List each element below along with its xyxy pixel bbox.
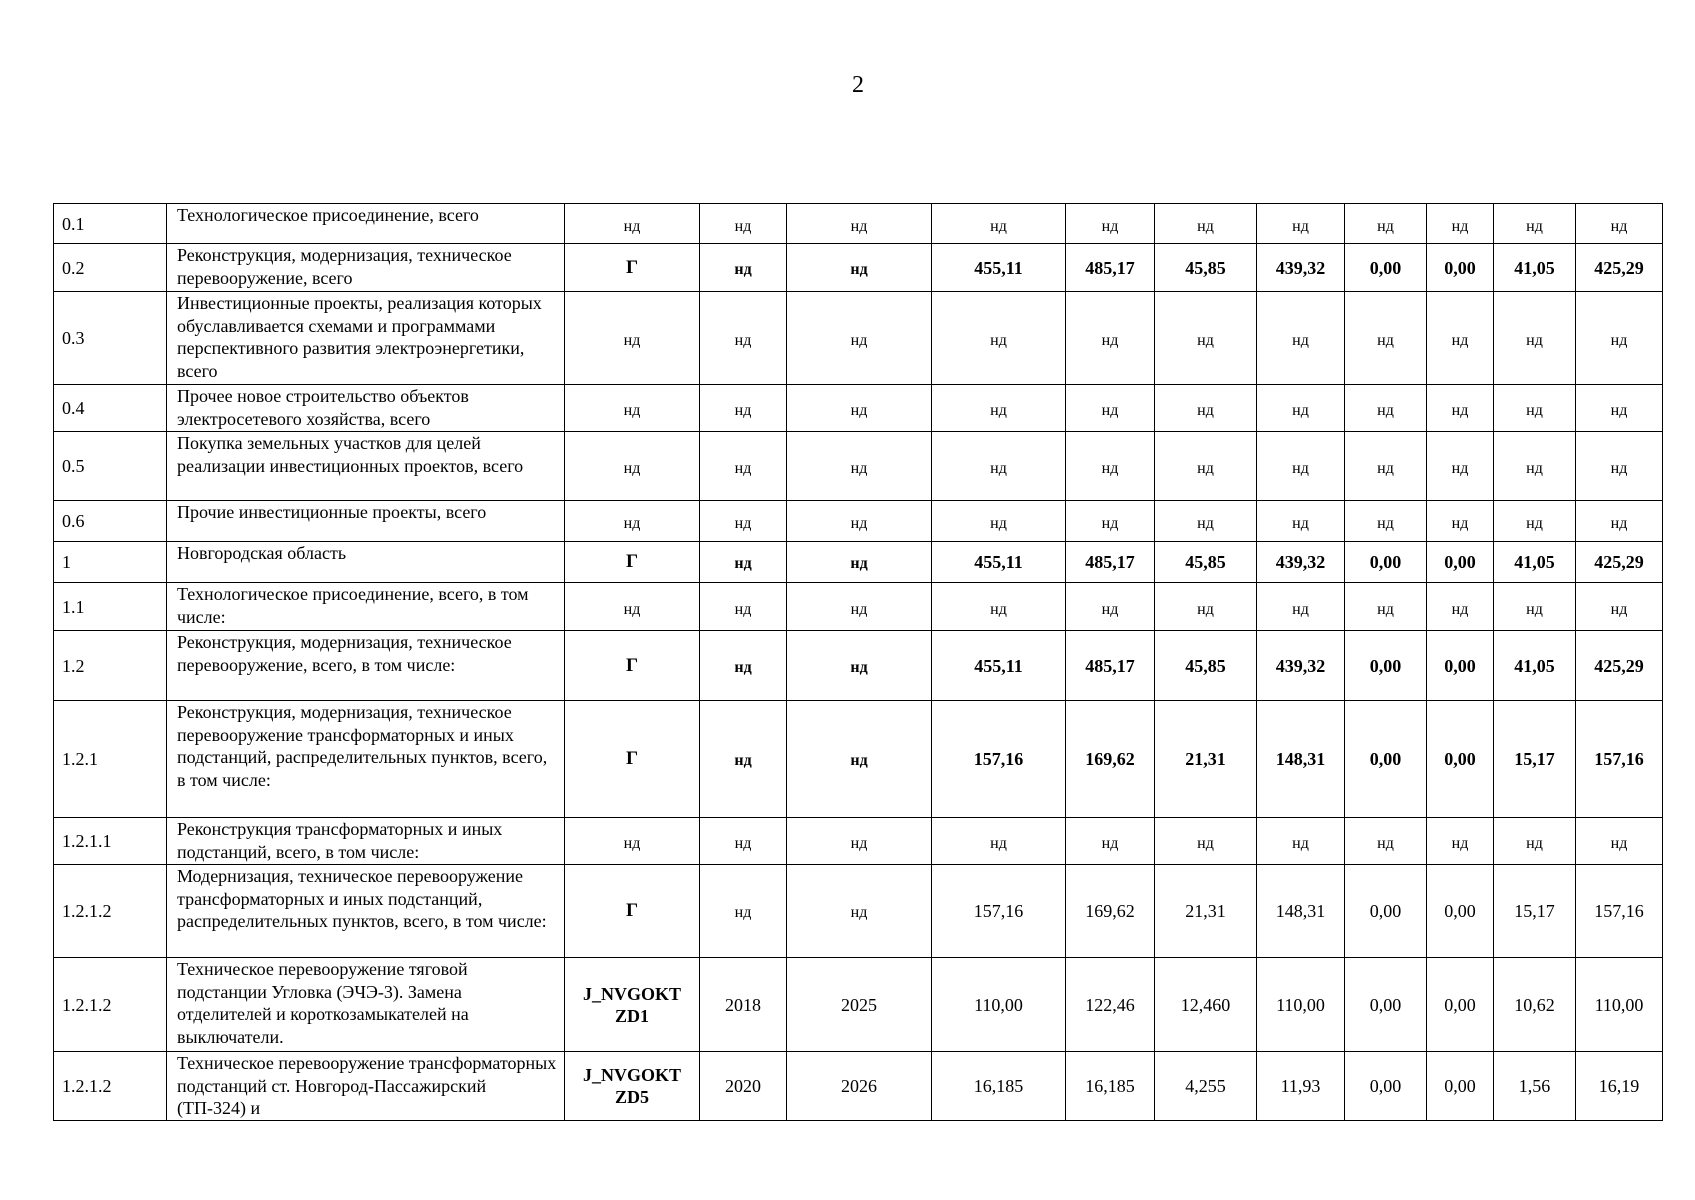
row-identifier: нд: [565, 292, 700, 385]
row-value: 148,31: [1257, 701, 1345, 818]
row-identifier: Г: [565, 244, 700, 292]
row-value: 10,62: [1494, 958, 1576, 1052]
row-value: нд: [1257, 432, 1345, 501]
row-value: нд: [1155, 501, 1257, 542]
row-value: 439,32: [1257, 542, 1345, 583]
row-value: 425,29: [1576, 631, 1663, 701]
row-value: нд: [1345, 432, 1427, 501]
row-name: Техническое перевооружение трансформаторных подстанций ст. Новгород-Пассажирский (ТП-324) и: [167, 1052, 565, 1121]
row-code: 0.6: [54, 501, 167, 542]
row-value: нд: [1427, 818, 1494, 865]
row-value: нд: [1257, 204, 1345, 244]
row-value: нд: [700, 385, 787, 432]
table-row: [54, 583, 1663, 631]
table-row: [54, 631, 1663, 701]
row-value: 157,16: [932, 865, 1066, 958]
row-code: 1.2.1: [54, 701, 167, 818]
row-value: нд: [787, 292, 932, 385]
row-value: 157,16: [932, 701, 1066, 818]
identifier-line: J_NVGOKT: [582, 983, 681, 1004]
row-identifier: нд: [565, 204, 700, 244]
row-value: 0,00: [1427, 542, 1494, 583]
row-value: нд: [700, 865, 787, 958]
row-value: 45,85: [1155, 631, 1257, 701]
row-value: 21,31: [1155, 701, 1257, 818]
row-value: 455,11: [932, 542, 1066, 583]
row-value: нд: [787, 631, 932, 701]
row-name: Покупка земельных участков для целей реализации инвестиционных проектов, всего: [167, 432, 565, 501]
row-value: нд: [1427, 501, 1494, 542]
page-number: 2: [852, 72, 864, 98]
row-value: нд: [1576, 818, 1663, 865]
row-value: 41,05: [1494, 244, 1576, 292]
row-value: нд: [787, 204, 932, 244]
row-value: нд: [1427, 204, 1494, 244]
row-value: 455,11: [932, 244, 1066, 292]
row-value: 110,00: [1576, 958, 1663, 1052]
row-value: нд: [1345, 204, 1427, 244]
row-value: нд: [1494, 818, 1576, 865]
row-code: 0.5: [54, 432, 167, 501]
row-value: 21,31: [1155, 865, 1257, 958]
row-value: 16,185: [932, 1052, 1066, 1121]
row-code: 0.2: [54, 244, 167, 292]
row-name: Инвестиционные проекты, реализация которых обуславливается схемами и программами перспективного развития электроэнергетики, всего: [167, 292, 565, 385]
table-row: [54, 542, 1663, 583]
row-value: нд: [700, 432, 787, 501]
row-value: нд: [700, 292, 787, 385]
row-name: Прочие инвестиционные проекты, всего: [167, 501, 565, 542]
row-value: нд: [1066, 204, 1155, 244]
row-value: 157,16: [1576, 865, 1663, 958]
row-value: нд: [700, 501, 787, 542]
row-value: 0,00: [1345, 244, 1427, 292]
row-identifier: нд: [565, 818, 700, 865]
row-value: нд: [787, 865, 932, 958]
row-code: 1: [54, 542, 167, 583]
row-value: нд: [1155, 292, 1257, 385]
row-value: 485,17: [1066, 244, 1155, 292]
row-identifier: Г: [565, 542, 700, 583]
investment-program-table: [53, 203, 1663, 1121]
table-row: [54, 1052, 1663, 1121]
row-value: 0,00: [1345, 1052, 1427, 1121]
row-value: нд: [787, 244, 932, 292]
row-value: нд: [1257, 385, 1345, 432]
row-value: нд: [1345, 292, 1427, 385]
row-value: нд: [1155, 583, 1257, 631]
row-value: 0,00: [1427, 701, 1494, 818]
row-value: 1,56: [1494, 1052, 1576, 1121]
row-code: 1.2: [54, 631, 167, 701]
row-identifier: нд: [565, 385, 700, 432]
row-code: 1.1: [54, 583, 167, 631]
table-row: [54, 865, 1663, 958]
table-row: [54, 818, 1663, 865]
row-value: нд: [700, 701, 787, 818]
row-value: нд: [1427, 583, 1494, 631]
row-value: 439,32: [1257, 631, 1345, 701]
row-value: 2025: [787, 958, 932, 1052]
row-identifier: нд: [565, 583, 700, 631]
row-value: нд: [1576, 432, 1663, 501]
row-value: 110,00: [1257, 958, 1345, 1052]
row-value: нд: [1257, 501, 1345, 542]
row-value: нд: [1066, 292, 1155, 385]
row-value: 2018: [700, 958, 787, 1052]
row-value: нд: [1257, 818, 1345, 865]
row-value: 45,85: [1155, 542, 1257, 583]
row-value: 0,00: [1345, 865, 1427, 958]
row-value: 157,16: [1576, 701, 1663, 818]
row-value: 122,46: [1066, 958, 1155, 1052]
row-value: 45,85: [1155, 244, 1257, 292]
row-name: Новгородская область: [167, 542, 565, 583]
row-name: Реконструкция, модернизация, техническое перевооружение, всего: [167, 244, 565, 292]
row-value: 0,00: [1427, 1052, 1494, 1121]
table-row: [54, 244, 1663, 292]
table-row: [54, 204, 1663, 244]
row-name: Реконструкция, модернизация, техническое перевооружение трансформаторных и иных подстанций, распределительных пунктов, всего, в том числе:: [167, 701, 565, 818]
row-name: Прочее новое строительство объектов электросетевого хозяйства, всего: [167, 385, 565, 432]
row-value: нд: [700, 818, 787, 865]
row-value: 0,00: [1345, 958, 1427, 1052]
row-value: 485,17: [1066, 542, 1155, 583]
row-identifier: Г: [565, 631, 700, 701]
row-value: нд: [1155, 204, 1257, 244]
row-value: 0,00: [1427, 631, 1494, 701]
row-value: нд: [1066, 385, 1155, 432]
row-value: нд: [1427, 292, 1494, 385]
identifier-line: ZD1: [614, 1005, 649, 1026]
row-value: 439,32: [1257, 244, 1345, 292]
row-value: нд: [1576, 501, 1663, 542]
row-value: 455,11: [932, 631, 1066, 701]
row-value: нд: [787, 701, 932, 818]
row-value: нд: [932, 818, 1066, 865]
row-name: Реконструкция трансформаторных и иных подстанций, всего, в том числе:: [167, 818, 565, 865]
row-code: 1.2.1.2: [54, 865, 167, 958]
row-value: 169,62: [1066, 701, 1155, 818]
row-value: нд: [787, 818, 932, 865]
row-value: нд: [1066, 501, 1155, 542]
row-value: нд: [932, 292, 1066, 385]
identifier-line: J_NVGOKT: [582, 1064, 681, 1085]
row-value: нд: [1257, 583, 1345, 631]
row-value: 0,00: [1345, 701, 1427, 818]
row-value: 148,31: [1257, 865, 1345, 958]
row-identifier: [565, 958, 700, 1052]
row-name: Технологическое присоединение, всего: [167, 204, 565, 244]
row-value: нд: [700, 204, 787, 244]
row-value: нд: [1427, 385, 1494, 432]
row-value: нд: [1576, 385, 1663, 432]
row-value: нд: [1576, 583, 1663, 631]
row-value: 16,19: [1576, 1052, 1663, 1121]
row-value: нд: [1345, 385, 1427, 432]
table-body: [54, 204, 1663, 1121]
row-value: нд: [1155, 432, 1257, 501]
row-identifier: [565, 1052, 700, 1121]
row-value: нд: [1066, 818, 1155, 865]
row-value: 12,460: [1155, 958, 1257, 1052]
row-value: нд: [787, 432, 932, 501]
row-value: 4,255: [1155, 1052, 1257, 1121]
row-value: нд: [932, 432, 1066, 501]
row-value: 11,93: [1257, 1052, 1345, 1121]
row-name: Модернизация, техническое перевооружение трансформаторных и иных подстанций, распределительных пунктов, всего, в том числе:: [167, 865, 565, 958]
row-value: 0,00: [1427, 958, 1494, 1052]
row-identifier: Г: [565, 701, 700, 818]
row-value: нд: [1494, 204, 1576, 244]
row-value: 110,00: [932, 958, 1066, 1052]
row-value: нд: [700, 542, 787, 583]
row-value: 169,62: [1066, 865, 1155, 958]
table-row: [54, 292, 1663, 385]
row-value: нд: [1345, 583, 1427, 631]
row-code: 0.3: [54, 292, 167, 385]
row-value: нд: [700, 244, 787, 292]
row-value: нд: [1066, 432, 1155, 501]
row-value: нд: [1494, 292, 1576, 385]
table-row: [54, 385, 1663, 432]
row-value: 0,00: [1345, 631, 1427, 701]
row-value: 425,29: [1576, 542, 1663, 583]
row-value: 16,185: [1066, 1052, 1155, 1121]
row-value: нд: [787, 542, 932, 583]
row-value: 15,17: [1494, 701, 1576, 818]
table-row: [54, 958, 1663, 1052]
row-value: нд: [1345, 818, 1427, 865]
row-value: нд: [932, 385, 1066, 432]
row-value: 0,00: [1427, 865, 1494, 958]
row-value: нд: [1257, 292, 1345, 385]
table-row: [54, 432, 1663, 501]
identifier-line: ZD5: [614, 1086, 649, 1107]
row-value: нд: [1494, 501, 1576, 542]
row-value: 0,00: [1427, 244, 1494, 292]
row-value: 425,29: [1576, 244, 1663, 292]
row-value: нд: [1427, 432, 1494, 501]
row-value: нд: [932, 583, 1066, 631]
row-value: 485,17: [1066, 631, 1155, 701]
row-name: Техническое перевооружение тяговой подстанции Угловка (ЭЧЭ-3). Замена отделителей и короткозамыкателей на выключатели.: [167, 958, 565, 1052]
row-value: нд: [932, 501, 1066, 542]
row-identifier: нд: [565, 501, 700, 542]
table-row: [54, 701, 1663, 818]
row-value: нд: [1494, 432, 1576, 501]
row-value: 2020: [700, 1052, 787, 1121]
row-name: Технологическое присоединение, всего, в том числе:: [167, 583, 565, 631]
row-value: нд: [1066, 583, 1155, 631]
row-value: нд: [1576, 292, 1663, 385]
row-code: 1.2.1.2: [54, 1052, 167, 1121]
row-value: нд: [787, 385, 932, 432]
row-value: 15,17: [1494, 865, 1576, 958]
row-value: нд: [1155, 385, 1257, 432]
row-name: Реконструкция, модернизация, техническое перевооружение, всего, в том числе:: [167, 631, 565, 701]
row-value: нд: [787, 583, 932, 631]
row-value: нд: [932, 204, 1066, 244]
table-row: [54, 501, 1663, 542]
row-code: 0.4: [54, 385, 167, 432]
row-identifier: Г: [565, 865, 700, 958]
row-value: нд: [1155, 818, 1257, 865]
row-value: 0,00: [1345, 542, 1427, 583]
row-value: нд: [1345, 501, 1427, 542]
row-value: нд: [1494, 385, 1576, 432]
row-value: нд: [787, 501, 932, 542]
row-value: нд: [700, 583, 787, 631]
row-value: 41,05: [1494, 631, 1576, 701]
row-code: 1.2.1.2: [54, 958, 167, 1052]
row-code: 0.1: [54, 204, 167, 244]
row-identifier: нд: [565, 432, 700, 501]
row-value: нд: [1494, 583, 1576, 631]
row-value: 2026: [787, 1052, 932, 1121]
row-code: 1.2.1.1: [54, 818, 167, 865]
row-value: нд: [1576, 204, 1663, 244]
row-value: нд: [700, 631, 787, 701]
row-value: 41,05: [1494, 542, 1576, 583]
